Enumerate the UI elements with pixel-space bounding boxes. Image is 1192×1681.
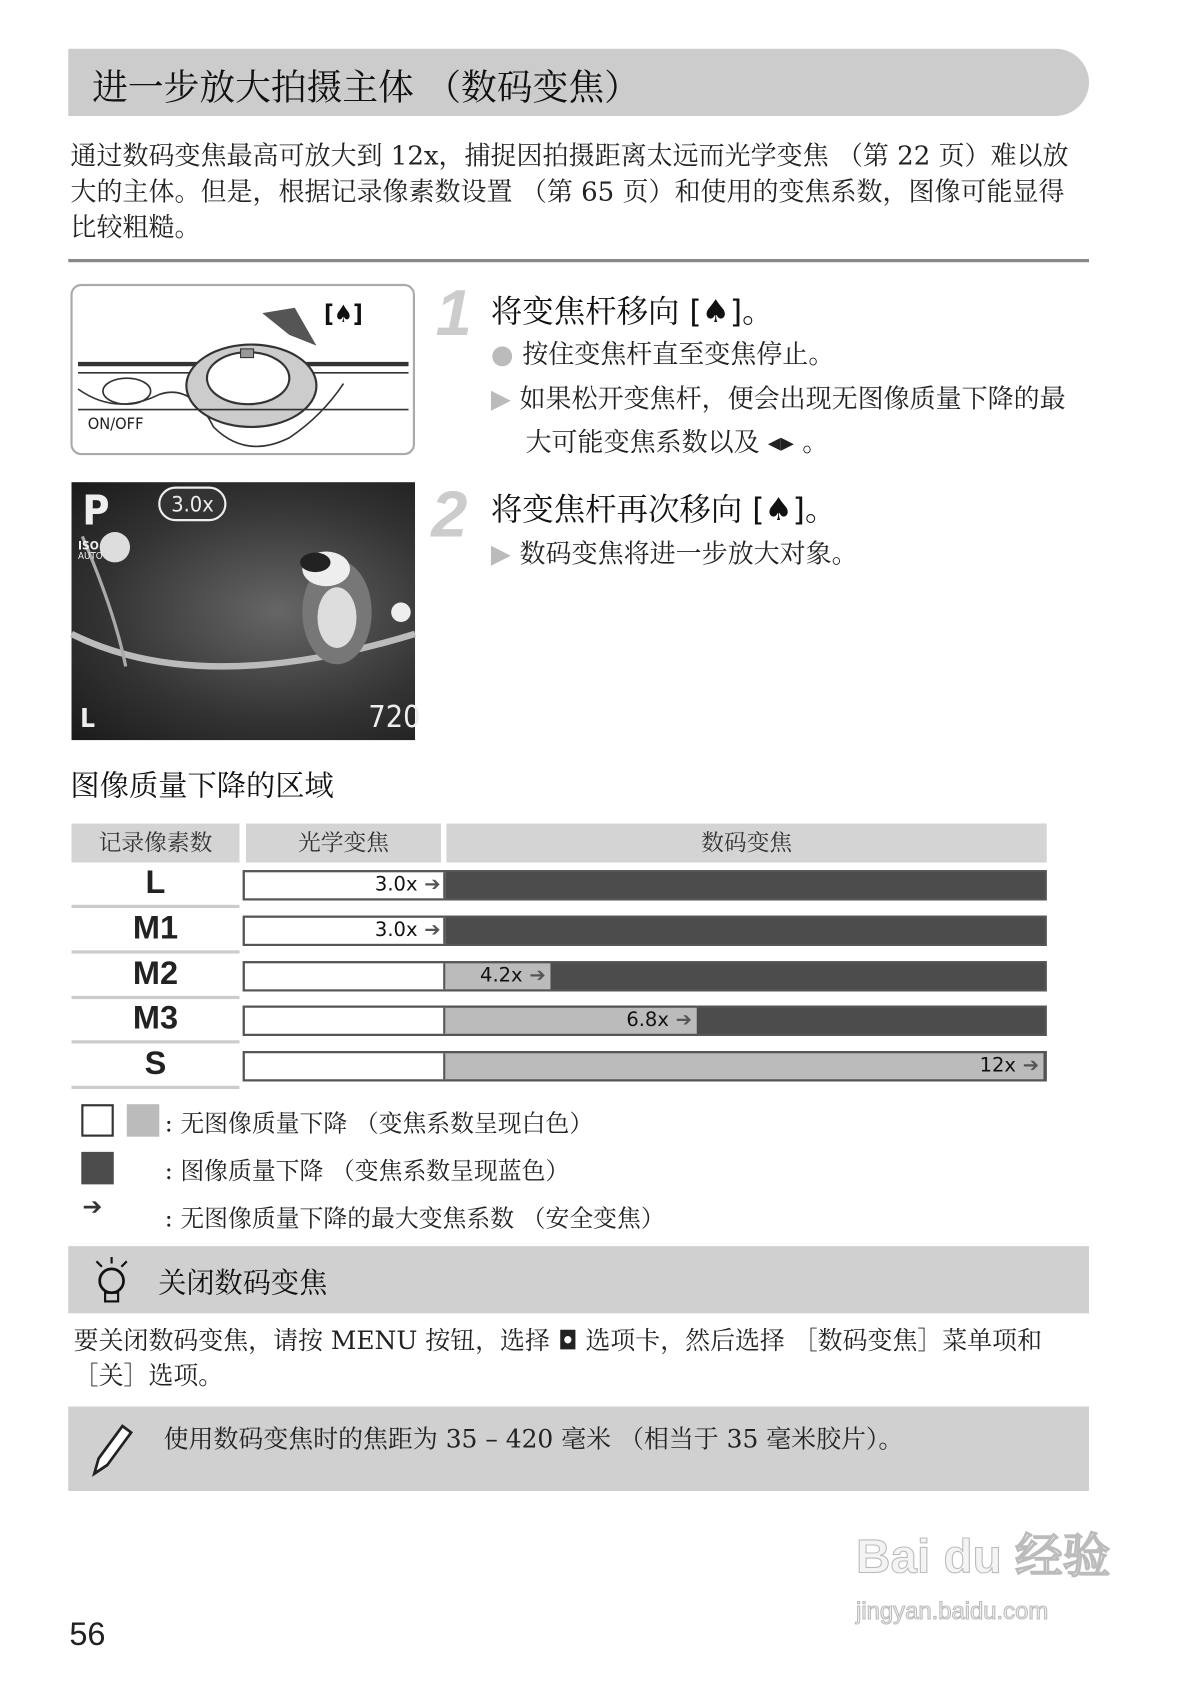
row-label: M1 (72, 908, 240, 954)
legend-white-swatch (81, 1104, 114, 1137)
zoom-range-bar (243, 1006, 1047, 1036)
title-bar (68, 49, 1089, 116)
row-label: M3 (72, 998, 240, 1044)
row-label: S (72, 1044, 240, 1090)
tip-title: 关闭数码变焦 (158, 1267, 328, 1301)
section-title: 图像质量下降的区域 (70, 769, 334, 803)
table-header: 光学变焦 (246, 824, 441, 863)
legend-gray-swatch (127, 1104, 160, 1137)
page-title: 进一步放大拍摄主体 （数码变焦） (92, 66, 640, 109)
arrow-icon: ➔ (417, 918, 441, 942)
divider (68, 259, 1089, 262)
arrow-icon: ➔ (82, 1194, 103, 1222)
step-bullet: ▶ 如果松开变焦杆，便会出现无图像质量下降的最大可能变焦系数以及 ◂▸ 。 (490, 383, 1066, 458)
image-size-indicator: L (80, 703, 96, 734)
legend-item: : 图像质量下降 （变焦系数呈现蓝色） (164, 1158, 570, 1186)
table-header: 记录像素数 (72, 824, 240, 863)
legend-item: : 无图像质量下降的最大变焦系数 （安全变焦） (164, 1206, 665, 1234)
arrow-icon: ➔ (668, 1008, 693, 1032)
zoom-range-bar (243, 1051, 1047, 1081)
iso-indicator: ISO (78, 538, 99, 553)
baidu-watermark: Bai du 经验 jingyan.baidu.com (856, 1530, 1111, 1625)
iso-auto-indicator: AUTO (78, 551, 103, 563)
intro-paragraph: 通过数码变焦最高可放大到 12x，捕捉因拍摄距离太远而光学变焦 （第 22 页）难以放大的主体。但是，根据记录像素数设置 （第 65 页）和使用的变焦系数，图像可能显得比较粗糙。 (70, 140, 1069, 243)
tip-box (68, 1246, 1089, 1313)
optical-zoom-segment (245, 963, 445, 989)
telephoto-icon: [♠] (323, 301, 363, 329)
safe-digital-zoom-segment (445, 1053, 1043, 1079)
mode-indicator: P (82, 486, 110, 535)
zoom-range-bar (243, 916, 1047, 946)
safe-zoom-value: 3.0x (374, 873, 418, 897)
optical-zoom-segment (245, 1008, 445, 1034)
safe-zoom-value: 4.2x (480, 964, 523, 988)
safe-zoom-label (980, 1053, 1040, 1079)
lcd-screen-photo (72, 482, 421, 740)
zoom-range-bar (243, 870, 1047, 900)
page-number: 56 (69, 1616, 106, 1653)
tip-text: 要关闭数码变焦，请按 MENU 按钮，选择 ◘ 选项卡，然后选择 ［数码变焦］菜单项和 ［关］选项。 (73, 1327, 1042, 1391)
safe-zoom-label (626, 1008, 692, 1034)
safe-zoom-value: 6.8x (626, 1008, 669, 1032)
row-label: M2 (72, 954, 240, 1000)
safe-zoom-value: 3.0x (374, 918, 418, 942)
safe-zoom-label (375, 872, 441, 898)
shots-remaining: 720 (368, 698, 421, 735)
arrow-icon: ➔ (1015, 1054, 1040, 1078)
legend-item: : 无图像质量下降 （变焦系数呈现白色） (164, 1110, 594, 1138)
step-bullet: ▶ 数码变焦将进一步放大对象。 (490, 538, 858, 569)
step-bullet: ● 按住变焦杆直至变焦停止。 (490, 339, 835, 370)
arrow-icon: ➔ (522, 964, 546, 988)
safe-zoom-label (480, 963, 546, 989)
bullet-dot-icon: ● (490, 339, 514, 370)
table-header: 数码变焦 (446, 824, 1046, 863)
safe-zoom-value: 12x (979, 1054, 1016, 1078)
optical-zoom-segment (245, 1053, 445, 1079)
on-off-label: ON/OFF (87, 413, 144, 434)
pencil-icon (86, 1420, 134, 1481)
row-label: L (72, 863, 240, 909)
legend-dark-swatch (81, 1152, 114, 1185)
step-number: 1 (435, 276, 472, 349)
zoom-factor-display: 3.0x (158, 487, 227, 522)
safe-zoom-label (375, 918, 441, 944)
step-heading: 将变焦杆再次移向 [♠]。 (490, 490, 837, 528)
triangle-bullet-icon: ▶ (490, 538, 511, 569)
bird-on-branch-image (72, 482, 416, 740)
triangle-bullet-icon: ▶ (490, 383, 511, 414)
arrow-icon: ➔ (417, 873, 441, 897)
lightbulb-icon (92, 1255, 131, 1305)
note-text: 使用数码变焦时的焦距为 35 – 420 毫米 （相当于 35 毫米胶片）。 (163, 1426, 904, 1455)
step-heading: 将变焦杆移向 [♠]。 (490, 292, 774, 330)
zoom-lever-illustration (70, 284, 415, 455)
note-box (68, 1407, 1089, 1492)
zoom-range-bar (243, 961, 1047, 991)
step-number: 2 (431, 477, 468, 551)
